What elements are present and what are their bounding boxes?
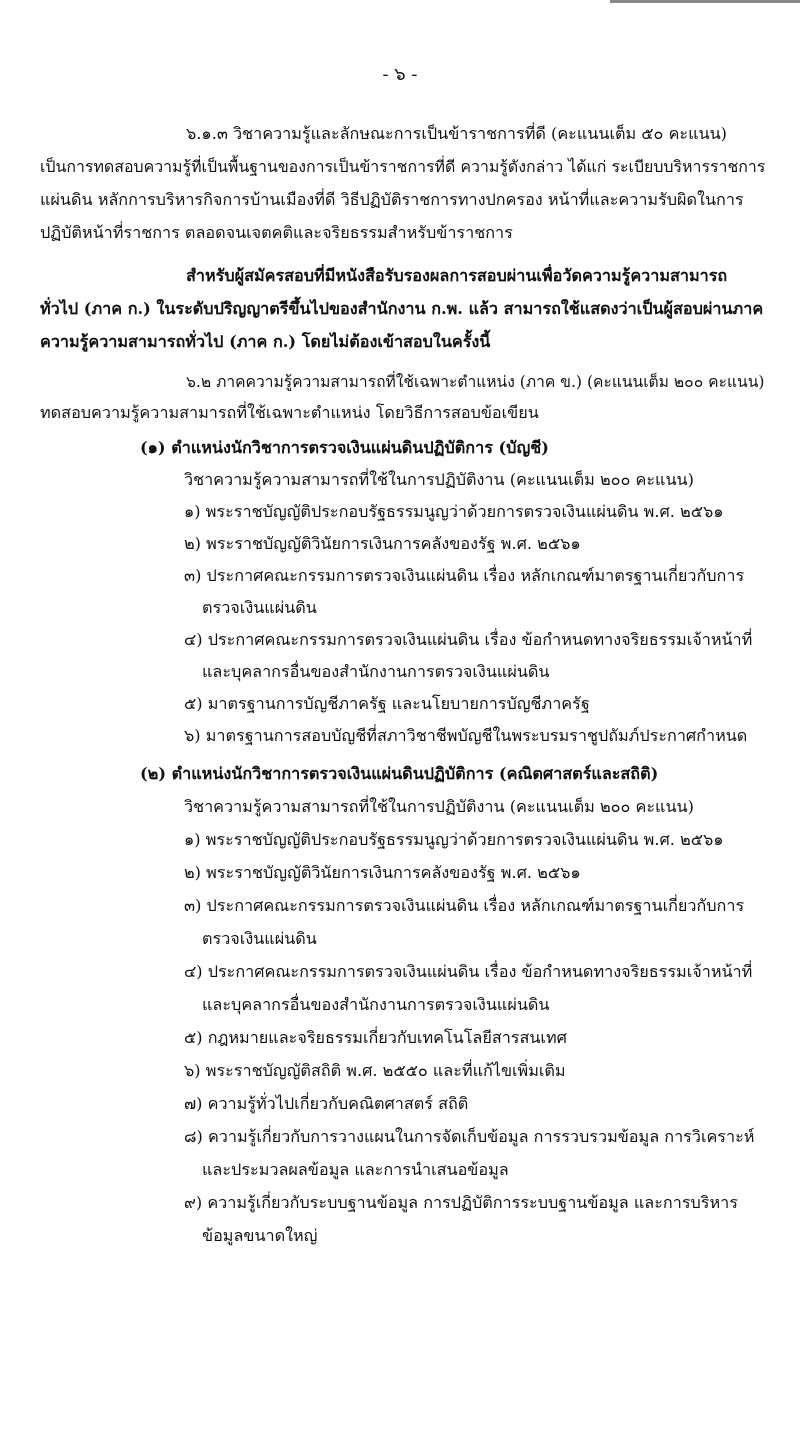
section-6-1-3-body-line: เป็นการทดสอบความรู้ที่เป็นพื้นฐานของการเป็นข้าราชการที่ดี ความรู้ดังกล่าว ได้แก่ ระเบียบบริหารราชการ <box>40 157 766 176</box>
section-6-2-heading-line: ๖.๒ ภาคความรู้ความสามารถที่ใช้เฉพาะตำแหน่ง (ภาค ข.) (คะแนนเต็ม ๒๐๐ คะแนน) <box>186 373 765 391</box>
position-1-item: ๕) มาตรฐานการบัญชีภาครัฐ และนโยบายการบัญชีภาครัฐ <box>184 694 590 713</box>
section-6-1-3-body-line: ปฏิบัติหน้าที่ราชการ ตลอดจนเจตคติและจริยธรรมสำหรับข้าราชการ <box>40 223 513 242</box>
position-2-item-continuation: และบุคลากรอื่นของสำนักงานการตรวจเงินแผ่นดิน <box>202 995 550 1014</box>
position-1-item-continuation: ตรวจเงินแผ่นดิน <box>202 598 317 617</box>
position-2-item-continuation: ข้อมูลขนาดใหญ่ <box>202 1226 318 1245</box>
position-2-item: ๗) ความรู้ทั่วไปเกี่ยวกับคณิตศาสตร์ สถิติ <box>184 1094 469 1113</box>
position-1-subject: วิชาความรู้ความสามารถที่ใช้ในการปฏิบัติงาน (คะแนนเต็ม ๒๐๐ คะแนน) <box>184 470 694 489</box>
position-2-item: ๑) พระราชบัญญัติประกอบรัฐธรรมนูญว่าด้วยการตรวจเงินแผ่นดิน พ.ศ. ๒๕๖๑ <box>184 830 724 849</box>
position-1-item: ๔) ประกาศคณะกรรมการตรวจเงินแผ่นดิน เรื่อง ข้อกำหนดทางจริยธรรมเจ้าหน้าที่ <box>184 630 753 649</box>
notice-line: ทั่วไป (ภาค ก.) ในระดับปริญญาตรีขึ้นไปของสำนักงาน ก.พ. แล้ว สามารถใช้แสดงว่าเป็นผู้สอบผ่านภาค <box>40 299 764 318</box>
notice-line: สำหรับผู้สมัครสอบที่มีหนังสือรับรองผลการสอบผ่านเพื่อวัดความรู้ความสามารถ <box>186 266 728 285</box>
position-2-item-continuation: และประมวลผลข้อมูล และการนำเสนอข้อมูล <box>202 1160 509 1179</box>
position-1-item-continuation: และบุคลากรอื่นของสำนักงานการตรวจเงินแผ่นดิน <box>202 662 550 681</box>
position-2-item: ๒) พระราชบัญญัติวินัยการเงินการคลังของรัฐ พ.ศ. ๒๕๖๑ <box>184 863 581 882</box>
position-1-item: ๑) พระราชบัญญัติประกอบรัฐธรรมนูญว่าด้วยการตรวจเงินแผ่นดิน พ.ศ. ๒๕๖๑ <box>184 502 724 521</box>
position-2-item: ๙) ความรู้เกี่ยวกับระบบฐานข้อมูล การปฏิบัติการระบบฐานข้อมูล และการบริหาร <box>184 1193 738 1212</box>
notice-line: ความรู้ความสามารถทั่วไป (ภาค ก.) โดยไม่ต้องเข้าสอบในครั้งนี้ <box>40 332 491 351</box>
position-2-item: ๖) พระราชบัญญัติสถิติ พ.ศ. ๒๕๕๐ และที่แก้ไขเพิ่มเติม <box>184 1061 566 1080</box>
top-edge-rule <box>610 0 800 3</box>
position-1-item: ๖) มาตรฐานการสอบบัญชีที่สภาวิชาชีพบัญชีในพระบรมราชูปถัมภ์ประกาศกำหนด <box>184 726 748 745</box>
position-2-item-continuation: ตรวจเงินแผ่นดิน <box>202 929 317 948</box>
position-1-title: (๑) ตำแหน่งนักวิชาการตรวจเงินแผ่นดินปฏิบัติการ (บัญชี) <box>140 438 549 457</box>
section-6-1-3-body-line: แผ่นดิน หลักการบริหารกิจการบ้านเมืองที่ดี วิธีปฏิบัติราชการทางปกครอง หน้าที่และความรับผิดในการ <box>40 190 744 209</box>
position-2-subject: วิชาความรู้ความสามารถที่ใช้ในการปฏิบัติงาน (คะแนนเต็ม ๒๐๐ คะแนน) <box>184 797 694 816</box>
position-2-title: (๒) ตำแหน่งนักวิชาการตรวจเงินแผ่นดินปฏิบัติการ (คณิตศาสตร์และสถิติ) <box>140 764 659 783</box>
section-6-1-3-heading-line: ๖.๑.๓ วิชาความรู้และลักษณะการเป็นข้าราชการที่ดี (คะแนนเต็ม ๕๐ คะแนน) <box>186 124 727 143</box>
position-1-item: ๓) ประกาศคณะกรรมการตรวจเงินแผ่นดิน เรื่อง หลักเกณฑ์มาตรฐานเกี่ยวกับการ <box>184 566 745 585</box>
section-6-2-body-line: ทดสอบความรู้ความสามารถที่ใช้เฉพาะตำแหน่ง โดยวิธีการสอบข้อเขียน <box>40 403 539 422</box>
position-2-item: ๘) ความรู้เกี่ยวกับการวางแผนในการจัดเก็บข้อมูล การรวบรวมข้อมูล การวิเคราะห์ <box>184 1127 755 1146</box>
position-2-item: ๕) กฎหมายและจริยธรรมเกี่ยวกับเทคโนโลยีสารสนเทศ <box>184 1028 567 1047</box>
page-number: - ๖ - <box>382 64 418 85</box>
position-2-item: ๓) ประกาศคณะกรรมการตรวจเงินแผ่นดิน เรื่อง หลักเกณฑ์มาตรฐานเกี่ยวกับการ <box>184 896 745 915</box>
position-1-item: ๒) พระราชบัญญัติวินัยการเงินการคลังของรัฐ พ.ศ. ๒๕๖๑ <box>184 534 581 553</box>
position-2-item: ๔) ประกาศคณะกรรมการตรวจเงินแผ่นดิน เรื่อง ข้อกำหนดทางจริยธรรมเจ้าหน้าที่ <box>184 962 753 981</box>
